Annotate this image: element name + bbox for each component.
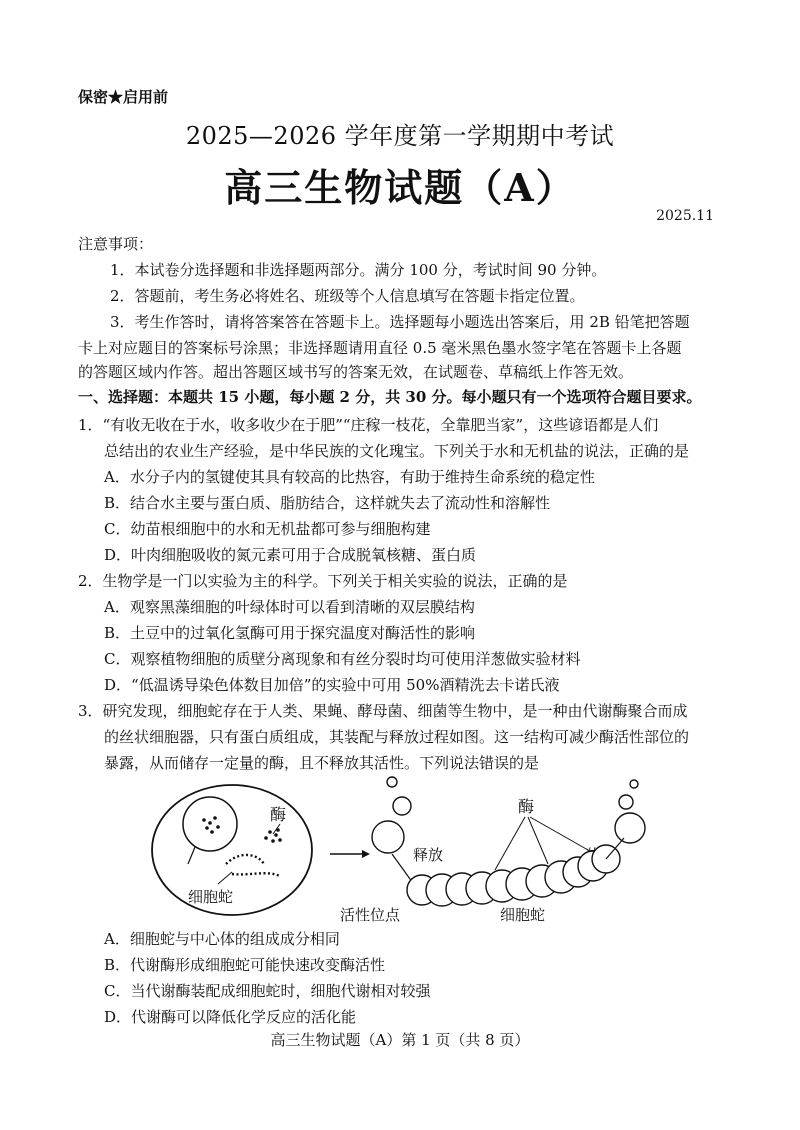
question-3-stem-line-3: 暴露，从而储存一定量的酶，且不释放其活性。下列说法错误的是: [104, 754, 540, 772]
question-2-option-a: A．观察黑藻细胞的叶绿体时可以看到清晰的双层膜结构: [104, 598, 475, 616]
question-1-option-b: B．结合水主要与蛋白质、脂肪结合，这样就失去了流动性和溶解性: [104, 494, 551, 512]
nucleus-pointer-line: [188, 847, 195, 864]
question-3-option-d: D．代谢酶可以降低化学反应的活化能: [104, 1008, 357, 1026]
section-1-heading: 一、选择题：本题共 15 小题，每小题 2 分，共 30 分。每小题只有一个选项符合题目要求。: [78, 388, 702, 406]
label-enzyme-chain: 酶: [518, 797, 535, 816]
subject-title: 高三生物试题（A）: [224, 165, 576, 210]
notice-item-1: 1．本试卷分选择题和非选择题两部分。满分 100 分，考试时间 90 分钟。: [110, 261, 607, 279]
confidential-mark: 保密★启用前: [78, 88, 169, 106]
label-release: 释放: [413, 846, 444, 864]
notice-item-3-line-3: 的答题区域内作答。超出答题区域书写的答案无效，在试题卷、草稿纸上作答无效。: [78, 363, 634, 381]
exam-date: 2025.11: [656, 208, 714, 224]
notice-item-3-line-2: 卡上对应题目的答案标号涂黑；非选择题请用直径 0.5 毫米黑色墨水签字笔在答题卡上各题: [78, 339, 682, 357]
question-2-option-b: B．土豆中的过氧化氢酶可用于探究温度对酶活性的影响: [104, 624, 476, 642]
label-cytoophidium-cell: 细胞蛇: [188, 888, 234, 906]
question-1-option-a: A．水分子内的氢键使其具有较高的比热容，有助于维持生命系统的稳定性: [104, 468, 595, 486]
question-3-option-a: A．细胞蛇与中心体的组成成分相同: [104, 930, 340, 948]
label-cytoophidium-chain: 细胞蛇: [500, 906, 546, 924]
question-1-stem-line-2: 总结出的农业生产经验，是中华民族的文化瑰宝。下列关于水和无机盐的说法，正确的是: [104, 442, 690, 460]
exam-title: 2025—2026 学年度第一学期期中考试: [185, 122, 615, 150]
assembling-enzyme-bubbles-icon: [615, 780, 645, 843]
released-enzyme-bubbles-icon: [372, 777, 411, 853]
question-3-stem-line-2: 的丝状细胞器，只有蛋白质组成，其装配与释放过程如图。这一结构可减少酶活性部位的: [104, 728, 690, 746]
notice-item-2: 2．答题前，考生务必将姓名、班级等个人信息填写在答题卡指定位置。: [110, 287, 585, 305]
label-active-site: 活性位点: [340, 906, 401, 924]
page-footer: 高三生物试题（A）第 1 页（共 8 页）: [270, 1031, 530, 1049]
question-3-stem-line-1: 3．研究发现，细胞蛇存在于人类、果蝇、酵母菌、细菌等生物中，是一种由代谢酶聚合而成: [78, 702, 688, 720]
question-1-option-d: D．叶肉细胞吸收的氮元素可用于合成脱氧核糖、蛋白质: [104, 546, 477, 564]
label-enzyme-cell: 酶: [270, 805, 287, 824]
notice-item-3-line-1: 3．考生作答时，请将答案答在答题卡上。选择题每小题选出答案后，用 2B 铅笔把答题: [110, 313, 690, 331]
question-3-option-b: B．代谢酶形成细胞蛇可能快速改变酶活性: [104, 956, 386, 974]
cytoophidium-figure: [140, 772, 660, 930]
question-2-stem: 2．生物学是一门以实验为主的科学。下列关于相关实验的说法，正确的是: [78, 572, 568, 590]
question-2-option-d: D．“低温诱导染色体数目加倍”的实验中可用 50%酒精洗去卡诺氏液: [104, 676, 560, 694]
question-1-option-c: C．幼苗根细胞中的水和无机盐都可参与细胞构建: [104, 520, 431, 538]
cytoophidium-filament-icon: [226, 855, 280, 876]
question-2-option-c: C．观察植物细胞的质壁分离现象和有丝分裂时均可使用洋葱做实验材料: [104, 650, 581, 668]
question-3-option-c: C．当代谢酶装配成细胞蛇时，细胞代谢相对较强: [104, 982, 431, 1000]
question-1-stem-line-1: 1．“有收无收在于水，收多收少在于肥”“庄稼一枝花，全靠肥当家”，这些谚语都是人们: [78, 416, 659, 434]
notice-heading: 注意事项：: [78, 235, 154, 253]
process-arrow-icon: [362, 850, 370, 858]
cytoophidium-pointer-line: [218, 872, 232, 884]
